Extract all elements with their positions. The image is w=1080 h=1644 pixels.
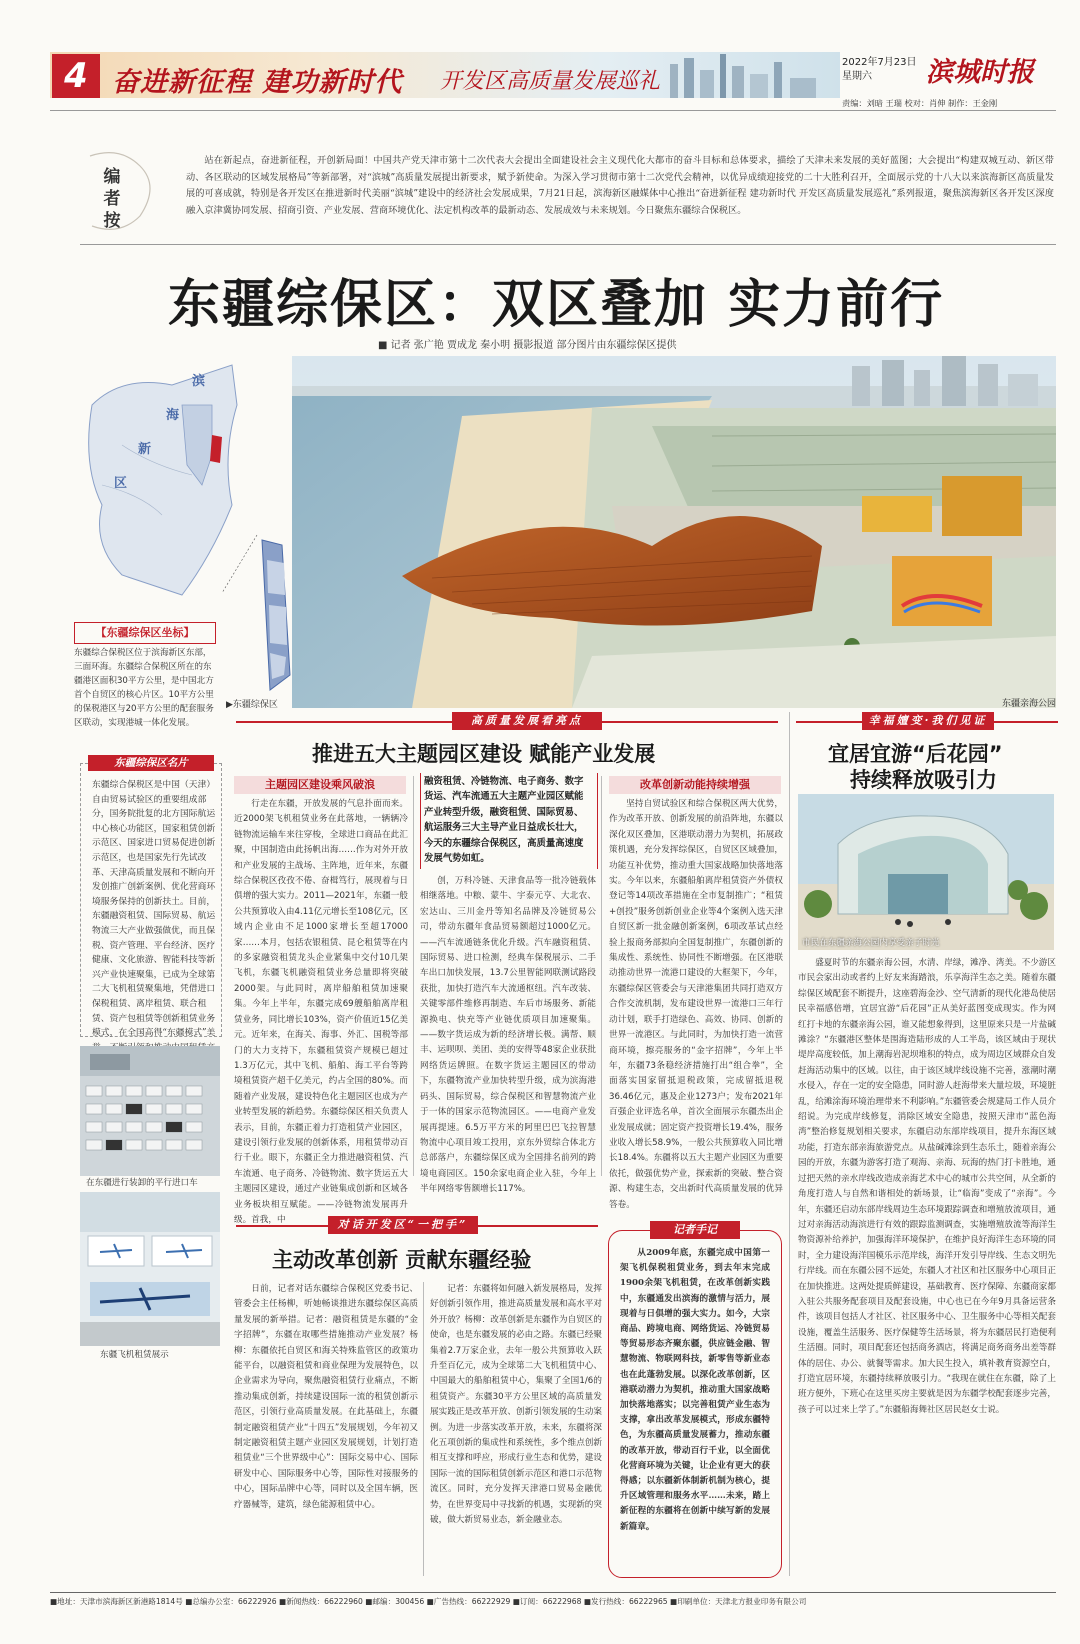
cars-photo-caption: 在东疆进行装卸的平行进口车: [86, 1178, 198, 1188]
map-area-label: ▶东疆综保区: [226, 700, 278, 710]
masthead-rule: [50, 110, 1056, 111]
seaside-photo-caption: 市民在东疆亲海公园内享受亲子时光: [802, 938, 940, 948]
section1-tag: 高质量发展看亮点: [452, 712, 602, 730]
cars-photo: [80, 1046, 220, 1176]
main-headline: 东疆综保区：双区叠加 实力前行: [168, 275, 945, 335]
note-ornament: [80, 146, 190, 236]
section3-tag: 对话开发区“一把手”: [328, 1216, 478, 1234]
section1-col1: 行走在东疆，开放发展的气息扑面而来。近2000架飞机租赁业务在此落地，一辆辆冷链物流运输车来往穿梭，全球进口商品在此汇聚，中国制造由此扬帆出海……作为对外开放和产业发展的主战场、主阵地，近年来，东疆综合保税区孜孜不倦、奋楫笃行，展现着与日俱增的强大实力。2011—2021年，东疆一般公共预算收入由4.11亿元增长至108亿元，区域内企业由不足1000家增长至超17000家……本月，包括农银租赁、昆仑租赁等在内的多家融资租赁龙头企业紧集中交付10几架飞机，东疆飞机融资租赁业务总量即将突破2000架。与此同时，离岸船舶租赁加速聚集。今年上半年，东疆完成69艘船舶离岸租赁业务，同比增长103%，资产价值近15亿美元。近年来，在海关、海事、外汇、国税等部门的大力支持下，东疆租赁资产规模已超过1.3万亿元，其中飞机、船舶、海工平台等跨境租赁资产超千亿美元，约占全国的80%。而随着产业发展，建设特色化主题园区也成为产业转型发展的新趋势。东疆综保区相关负责人表示，目前，东疆正着力打造租赁产业园区，建设引领行业发展的创新体系，用租赁带动百行千业。眼下，东疆正全力推进融资租赁、汽车流通、电子商务、冷链物流、数字货运五大主题园区建设，通过产业链集成创新和区域各业务板块相互赋能。——冷链物流发展再升级。首我，中: [234, 799, 408, 1225]
weekday-text: 星期六: [842, 71, 872, 82]
date-text: 2022年7月23日: [842, 57, 917, 68]
map-region-char-4: 区: [114, 476, 128, 491]
seaside-park-photo: [798, 794, 1054, 950]
banner-subtitle: 开发区高质量发展巡礼: [440, 69, 661, 94]
skyline-graphic: [650, 52, 840, 98]
column-rule: [789, 712, 790, 1576]
column-rule: [423, 1282, 424, 1576]
editor-note-text: 站在新起点，奋进新征程，开创新局面！中国共产党天津市第十二次代表大会提出全面建设社会主义现代化大都市的奋斗目标和总体要求，描绘了天津未来发展的美好蓝图；大会提出“构建双城互动、新区带动、各区联动的区域发展格局”等新部署，对“滨城”高质量发展提出新要求，赋予新使命。为深入学习贯彻市第十二次党代会精神，以优异成绩迎接党的二十大胜利召开，全面展示党的十八大以来滨海新区高质量发展的可喜成就，特别是各开发区在推进新时代美丽“滨城”建设中的经济社会发展成果，7月21日起，滨海新区融媒体中心推出“奋进新征程 建功新时代 开发区高质量发展巡礼”系列报道，聚焦滨海新区各开发区深度融入京津冀协同发展、招商引资、产业发展、营商环境优化、法定机构改革的最新动态、发展成效与未来规划。今日聚焦东疆综合保税区。: [186, 155, 1054, 216]
map-caption-title: 【东疆综保区坐标】: [74, 622, 216, 644]
map-caption-text: 东疆综合保税区位于滨海新区东部，三面环海。东疆综合保税区所在的东疆港区面积30平方公里，是中国北方首个自贸区的核心片区。10平方公里的保税港区与20平方公里的配套服务区联动，实现港城一体化发展。: [74, 648, 214, 728]
profile-title: 东疆综保区名片: [88, 755, 214, 771]
footer-rule: [50, 1592, 1056, 1593]
banner-title: 奋进新征程 建功新时代: [112, 67, 403, 98]
reporter-note-text: 从2009年底，东疆完成中国第一架飞机保税租赁业务，到去年末完成1900余架飞机租赁，在改革创新实践中，东疆通发出滨海的激情与活力，展现着与日俱增的强大实力。如今，大宗商品、跨境电商、网络货运、冷链贸易等贸易形态齐聚东疆，供应链金融、智慧物流、物联网科技，新零售等新业态也在此蓬勃发展。以深化改革创新，区港联动潜力为契机，推动重大国家战略加快落地落实；以完善租赁产业生态为支撑，拿出改革发展模式，形成东疆特色，为东疆高质量发展蓄力，推动东疆的改革开放，带动百行千业，以全面优化营商环境为关键，让企业有更大的获得感；以东疆新体制新机制为核心，提升区域管理和服务水平……未来，踏上新征程的东疆将在创新中续写新的发展新篇章。: [620, 1248, 770, 1532]
section1-quote: 融资租赁、冷链物流、电子商务、数字货运、汽车流通五大主题产业园区赋能产业转型升级，融资租赁、国际贸易、航运服务三大主导产业日益成长壮大，今天的东疆综合保税区，高质量高速度发展气势如虹。: [424, 776, 584, 865]
note-rule: [80, 244, 1056, 245]
reporter-note-title: 记者手记: [650, 1221, 740, 1239]
section2-title-line1: 宜居宜游“后花园”: [828, 742, 1003, 766]
section1-title: 推进五大主题园区建设 赋能产业发展: [312, 742, 656, 766]
section3-col1: 日前，记者对话东疆综合保税区党委书记、管委会主任杨柳，听她畅谈推进东疆综保区高质量发展的新举措。记者：融资租赁是东疆的“金字招牌”，东疆在取哪些措施推动产业发展？杨柳：东疆依托自贸区和海关特殊监管区的政策功能平台，以融资租赁和商业保理为发展特色，以企业需求为导向，聚焦融资租赁行业痛点，不断推动集成创新，持续建设国际一流的租赁创新示范区，引领行业高质量发展。在此基础上，东疆制定融资租赁产业“十四五”发展规划，今年初又制定融资租赁主题产业园区发展规划，计划打造租赁业“三个世界级中心”：国际交易中心、国际研发中心、国际服务中心等，国际性对接服务的中心，国际品牌中心等，同时以及全国车辆，医疗器械等，建筑，绿色能源租赁中心。: [234, 1284, 418, 1510]
profile-text: 东疆综合保税区是中国（天津）自由贸易试验区的重要组成部分，国务院批复的北方国际航运中心核心功能区，国家租赁创新示范区、国家进口贸易促进创新示范区，也是国家先行先试改革、天津高质量发展和不断向开发创推广创新案例、优化营商环境服务保持的创新扶土。目前，东疆融资租赁、国际贸易、航运物流三大产业做强做优，而且保税、资产管理、平台经济、医疗健康、文化旅游、智能科技等新兴产业快速聚集，已成为全球第二大飞机租赁聚集地，凭借进口保税租赁、离岸租赁、联合租赁、资产包租赁等创新租赁业务模式，在全国高得“东疆模式”美: [92, 780, 216, 1039]
editor-note-label: 编者按: [103, 167, 121, 231]
section2-tag: 幸福嬗变·我们见证: [862, 712, 994, 730]
park-aerial-photo: [292, 356, 1056, 708]
issue-date: [842, 56, 917, 84]
section2-title-line2: 持续释放吸引力: [850, 768, 997, 792]
footer-text: ■地址：天津市滨海新区新港路1814号 ■总编办公室：66222926 ■新闻热线：66222960 ■邮编：300456 ■广告热线：66222929 ■订阅：66222968 ■发行热线：66222965 ■印刷单位：天津北方报业印务有限公司: [50, 1597, 807, 1606]
section1-subhead-1: 主题园区建设乘风破浪: [234, 776, 406, 794]
photo-label: 东疆亲海公园: [1002, 699, 1057, 709]
section3-title: 主动改革创新 贡献东疆经验: [272, 1248, 532, 1272]
section1-col2: 创，万科冷链、天津食品等一批冷链载体相继落地。中粮、蒙牛、宇泰元亨、大北农、宏达山、三川金丹等知名品牌及冷链贸易公司，带动东疆年食品贸易额超过1000亿元。——汽车流通链条优化升级。汽车融资租赁、国际贸易、进口检测，经典车保税展示、二手车出口加快发展，13.7公里智能网联测试路段获批，加快打造汽车大流通枢纽。汽车改装、关键零部件维修再制造、车后市场服务、新能源换电、快充等产业链优质项目加速聚集。——数字货运成为新的经济增长极。满帮、顺丰、运呗呗、美团、美的安得等48家企业获批网络货运牌照。在数字货运主题园区的带动下，东疆物流产业加快转型升级，成为滨海港码头、国际贸易，综合保税区和智慧物流产业于一体的国家示范物流园区。——电商产业发展再提速。6.5万平方米的阿里巴巴飞拉智慧物流中心项目竣工投用，京东外贸综合体北方总部落户，东疆综保区成为全国排名前列的跨境电商园区。150余家电商企业入驻，今年上半年网络零售额增长117%。: [420, 876, 596, 1195]
column-rule: [413, 776, 414, 1176]
section1-col3: 坚持自贸试验区和综合保税区两大优势，作为改革开放、创新发展的前沿阵地，东疆以深化双区叠加，区港联动潜力为契机，拓展政策机遇，充分发挥综保区，自贸区区域叠加，功能互补优势，推动重大国家战略加快落地落实。今年以来，东疆船舶离岸租赁资产外债权登记等14项改革措施在全市复制推广；“租赁+创投”服务创新创业企业等4个案例入选天津自贸区新一批金融创新案例，6项改革试点经验上报商务部拟向全国复制推广，东疆创新的集成性、系统性、协同性不断增强。在区港联动推动世界一流港口建设的大框架下，今年，东疆综保区管委会与天津港集团共同打造双方合作交流机制，发布建设世界一流港口三年行动计划，联手打造绿色、高效、协同、创新的世界一流港区。与此同时，为加快打造一流营商环境，擦亮服务的“金字招牌”，今年上半年，东疆73条稳经济措施打出“组合拳”，全面落实国家留抵退税政策，完成留抵退税36.46亿元，惠及企业1273户；发布2021年百强企业评选名单，首次全面展示东疆杰出企业发展成就；固定资产投资增长19.4%，服务业收入增长58.9%，一般公共预算收入同比增长18.4%。东疆将以五大主题产业园区为重要依托，做强优势产业，探索新的突破、整合资源、构建生态，交出新时代高质量发展的优异答卷。: [609, 799, 783, 1210]
map-area-label-text: 东疆综保区: [232, 700, 278, 710]
aircraft-photo-caption: 东疆飞机租赁展示: [100, 1350, 169, 1360]
section3-col2: 记者：东疆将如何融入新发展格局，发挥好创新引领作用，推进高质量发展和高水平对外开放？杨柳：改革创新是东疆作为自贸区的使命，也是东疆发展的必由之路。东疆已经聚集着2.7万家企业，去年一般公共预算收入跃升至百亿元，成为全球第二大飞机租赁中心、中国最大的船舶租赁中心，集聚了全国1/6的租赁资产。东疆30平方公里区域的高质量发展实践正是改革开放、创新引领发展的生动案例。为进一步落实改革开放，未来，东疆将深化五项创新的集成性和系统性，多个维点创新相互支撑和呼应，形成行业生态和优势，建设国际一流的国际租赁创新示范区和港口示范物流区。同时，充分发挥天津港口贸易金融优势，在世界变局中寻找新的机遇，实现新的突破，做大新贸易业态，新金融业态。: [430, 1284, 602, 1526]
paper-name: 滨城时报: [926, 57, 1034, 88]
map-region-char-2: 海: [166, 408, 180, 423]
editors-credit: 责编：刘暗 王瑞 校对：肖伸 制作：王金刚: [842, 98, 998, 108]
section2-text: 盛夏时节的东疆亲海公园，水清、岸绿，滩净、湾美。不少游区市民会家出动或者约上好友来海踏浪，乐享海洋生态之美。随着东疆综保区域配套不断提升，这座碧海金沙、空气清新的现代化港岛使居民幸福感倍增，宜居宜游“后花园”正从美好蓝图变成现实。作为网红打卡地的东疆亲海公园，谁又能想象得到，这里原来只是一片盐碱滩涂？“东疆港区整体是围海造陆形成的人工半岛，该区域由于现状堤岸高度较低，加上潮海岩泥坝堆积的特点，成为周边区域群众自发赶海活动集中的区域。以往，由于该区域岸线设施不完善，涨潮时潮水侵入，存在一定的安全隐患，同时游人赶海带来大量垃圾，环境脏乱，给滩涂海环境治理带来不利影响。”东疆管委会规建局工作人员介绍说。为完成岸线修复，消除区域安全隐患，按照天津市“蓝色海湾”整治修复规划相关要求，东疆启动东部岸线项目，提升东海区域功能，打造东部亲海旅游党点。从盐碱滩涂到生态乐土，随着亲海公园的开放，东疆为游客打造了观海、亲海、玩海的热门打卡胜地，通过把天然的亲水岸线改造成亲海艺术中心的城市公共空间，从全新的角度打造人与自然和谐相处的新场景，让“临海”变成了“亲海”。今年，东疆还启动东部岸线周边生态环境跟踪调查和增殖放流项目，通过对亲海活动海滨进行有效的跟踪监测调查，实施增殖放流等海洋生物资源补给养护，加强海洋环境保护，在维护良好海洋生态环境的同时，全力建设海洋国模乐示范岸线，海洋开发引导岸线、生态文明先行岸线。而在东疆公园不远处，东疆人才社区和社区服务中心项目正在加快推进。这两处提质鲜建设，基础教育、医疗保障、东疆商家都入驻公共服务配套项目及配套设施，中心也已在今年9月具备运营条件，该项目包括人才社区、社区服务中心、卫生服务中心等相关配套设施，覆盖生活服务、医疗保健等生活场景，将为东疆居民打造便利生活圈。同时，项目配套还包括商务酒店，将满足商务商务出差等群体的居住、办公、就餐等需求。加大民生投入，填补教育资源空白，打造宜居环境，东疆持续释放吸引力。“我现在就住在东疆，除了上班方便外，下班心在这里买房主要就是因为东疆学校配套逐步完善，孩子可以过来上学了。”东疆船海舞社区居民赵女士说。: [798, 958, 1056, 1415]
aircraft-display-photo: [80, 1192, 220, 1346]
map-region-char-3: 新: [138, 442, 152, 457]
column-rule: [601, 776, 602, 1176]
page-number: 4: [52, 54, 100, 98]
section1-subhead-2: 改革创新动能持续增强: [609, 776, 781, 794]
byline: ■ 记者 张广艳 贾成龙 秦小明 摄影报道 部分图片由东疆综保区提供: [378, 340, 677, 351]
map-region-char-1: 滨: [192, 374, 206, 389]
